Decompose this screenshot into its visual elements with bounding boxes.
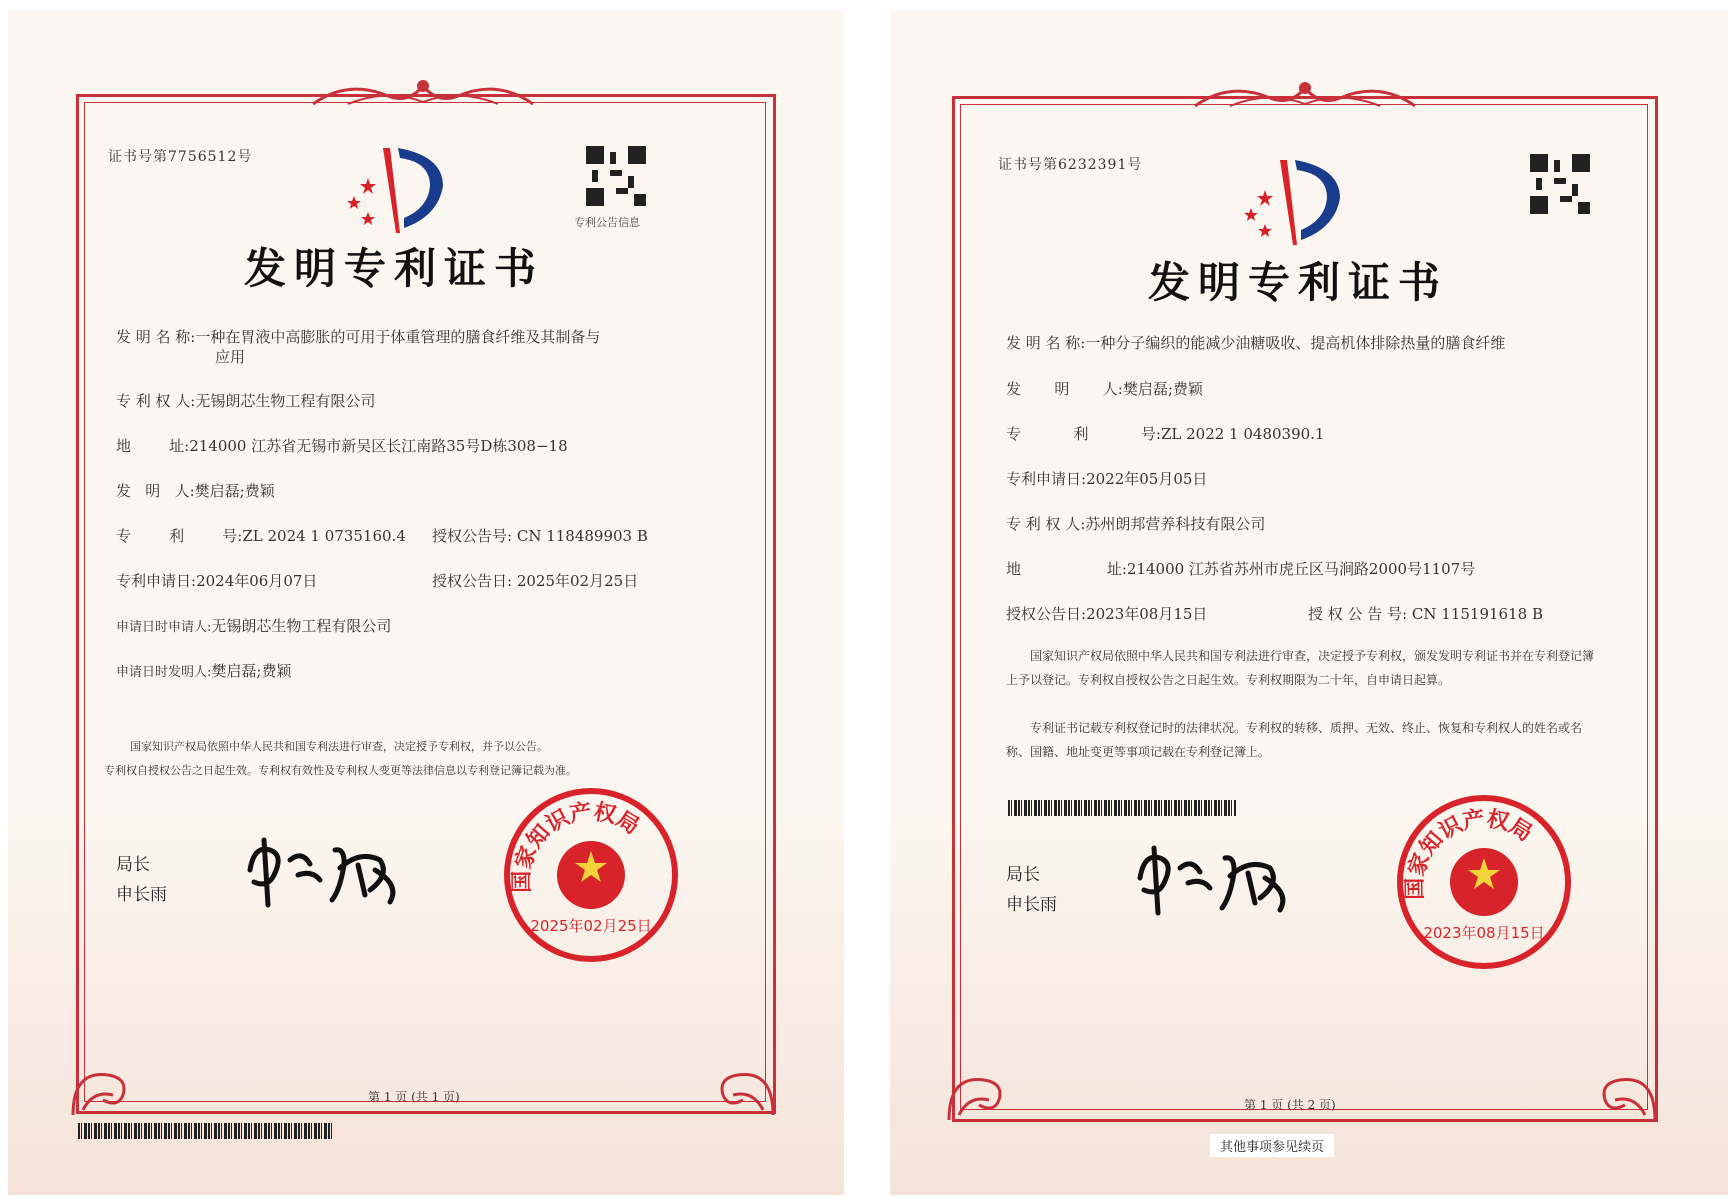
grant-number-value: CN 118489903 B — [516, 527, 648, 545]
director-title: 局长 — [1006, 865, 1040, 885]
patentee-label: 专 利 权 人: — [116, 392, 196, 410]
filing-date-value: 2022年05月05日 — [1086, 470, 1208, 488]
address-value: 214000 江苏省苏州市虎丘区马涧路2000号1107号 — [1126, 560, 1476, 578]
director-block — [1006, 860, 1057, 920]
seal-text: 国家知识产权局 — [509, 799, 644, 893]
cnipa-seal-icon — [1394, 792, 1574, 972]
inventor-at-filing-row — [116, 660, 291, 681]
cnipa-seal-icon — [501, 785, 681, 965]
invention-name-row — [1006, 332, 1505, 353]
cnipa-logo-icon — [338, 138, 458, 238]
invention-name-row — [116, 326, 600, 347]
patent-number-row — [1006, 423, 1324, 444]
qr-code-icon — [586, 146, 646, 206]
seal-date: 2025年02月25日 — [530, 917, 652, 935]
notice-line-2: 专利权自授权公告之日起生效。专利权有效性及专利权人变更等法律信息以专利登记簿记载为准。 — [104, 764, 577, 777]
qr-code-icon — [1530, 154, 1590, 214]
filing-date-label: 专利申请日: — [1006, 470, 1087, 488]
applicant-at-filing-value: 无锡朗芯生物工程有限公司 — [211, 617, 392, 635]
patentee-row — [116, 390, 375, 411]
patentee-value: 无锡朗芯生物工程有限公司 — [195, 392, 376, 410]
certificate-number: 证书号第7756512号 — [108, 149, 253, 165]
filing-date-label: 专利申请日: — [116, 572, 197, 590]
inventor-row — [1006, 378, 1203, 399]
inventor-value: 樊启磊;费颖 — [1122, 380, 1203, 398]
legal-paragraph-1: 国家知识产权局依照中华人民共和国专利法进行审查，决定授予专利权，颁发发明专利证书并在专利登记簿上予以登记。专利权自授权公告之日起生效。专利权期限为二十年，自申请日起算。 — [1006, 649, 1595, 687]
grant-number-label: 授权公告号: — [432, 527, 513, 545]
invention-name-label: 发 明 名 称: — [116, 328, 196, 346]
patentee-row — [1006, 513, 1265, 534]
applicant-at-filing-label: 申请日时申请人: — [116, 620, 212, 635]
grant-date-label: 授权公告日: — [1006, 605, 1087, 623]
certificate-title: 发明专利证书 — [1148, 258, 1449, 307]
page-number: 第 1 页 (共 1 页) — [368, 1090, 460, 1104]
grant-date-row — [432, 570, 638, 591]
address-label: 地 址: — [116, 437, 190, 455]
invention-name-value: 一种在胃液中高膨胀的可用于体重管理的膳食纤维及其制备与 — [195, 328, 601, 346]
patent-certificate-right — [890, 10, 1728, 1195]
director-signature — [240, 830, 410, 910]
seal-text: 国家知识产权局 — [1402, 806, 1537, 900]
address-row — [1006, 558, 1475, 579]
patent-number-label: 专 利 号: — [116, 527, 243, 545]
grant-number-label: 授 权 公 告 号: — [1308, 605, 1408, 623]
grant-number-row — [432, 525, 648, 546]
notice-line-1: 国家知识产权局依照中华人民共和国专利法进行审查，决定授予专利权，并予以公告。 — [130, 740, 548, 753]
top-ornament — [308, 74, 538, 114]
director-name: 申长雨 — [1006, 895, 1057, 915]
legal-paragraph-2: 专利证书记载专利权登记时的法律状况。专利权的转移、质押、无效、终止、恢复和专利权人的姓名或名称、国籍、地址变更等事项记载在专利登记簿上。 — [1006, 721, 1583, 759]
inventor-label: 发 明 人: — [1006, 380, 1123, 398]
grant-date-label: 授权公告日: — [432, 572, 513, 590]
qr-caption: 专利公告信息 — [574, 216, 640, 229]
filing-date-value: 2024年06月07日 — [196, 572, 318, 590]
corner-ornament — [1580, 1055, 1660, 1125]
seal-date: 2023年08月15日 — [1423, 924, 1545, 942]
invention-name-value: 一种分子编织的能减少油糖吸收、提高机体排除热量的膳食纤维 — [1085, 334, 1506, 352]
patent-certificate-left — [8, 10, 844, 1195]
address-label: 地 址: — [1006, 560, 1127, 578]
grant-date-value: 2023年08月15日 — [1086, 605, 1208, 623]
address-value: 214000 江苏省无锡市新吴区长江南路35号D栋308−18 — [189, 437, 568, 455]
patentee-label: 专 利 权 人: — [1006, 515, 1086, 533]
certificate-title: 发明专利证书 — [244, 244, 545, 293]
patent-number-row — [116, 525, 406, 546]
grant-date-value: 2025年02月25日 — [516, 572, 639, 590]
patent-number-label: 专 利 号: — [1006, 425, 1161, 443]
continued-notice: 其他事项参见续页 — [1210, 1134, 1334, 1157]
invention-name-label: 发 明 名 称: — [1006, 334, 1086, 352]
corner-ornament — [698, 1050, 778, 1120]
director-block — [116, 850, 167, 910]
grant-number-value: CN 115191618 B — [1411, 605, 1543, 623]
address-row — [116, 435, 568, 456]
patent-number-value: ZL 2022 1 0480390.1 — [1160, 425, 1325, 443]
corner-ornament — [68, 1050, 148, 1120]
inventor-at-filing-label: 申请日时发明人: — [116, 665, 212, 680]
patentee-value: 苏州朗邦营养科技有限公司 — [1085, 515, 1266, 533]
certificate-number: 证书号第6232391号 — [998, 157, 1143, 173]
barcode — [78, 1123, 332, 1139]
cnipa-logo-icon — [1235, 150, 1355, 250]
page-number: 第 1 页 (共 2 页) — [1244, 1098, 1336, 1112]
top-ornament — [1190, 76, 1420, 116]
inventor-row — [116, 480, 275, 501]
grant-date-row — [1006, 603, 1207, 624]
director-title: 局长 — [116, 855, 150, 875]
filing-date-row — [116, 570, 317, 591]
inventor-at-filing-value: 樊启磊;费颖 — [211, 662, 292, 680]
applicant-at-filing-row — [116, 615, 391, 636]
invention-name-row-2: 应用 — [215, 348, 246, 366]
filing-date-row — [1006, 468, 1207, 489]
inventor-label: 发 明 人: — [116, 482, 195, 500]
barcode — [1008, 800, 1236, 816]
patent-number-value: ZL 2024 1 0735160.4 — [242, 527, 406, 545]
grant-number-row — [1308, 603, 1543, 624]
director-signature — [1130, 838, 1300, 918]
director-name: 申长雨 — [116, 885, 167, 905]
corner-ornament — [944, 1055, 1024, 1125]
inventor-value: 樊启磊;费颖 — [194, 482, 275, 500]
